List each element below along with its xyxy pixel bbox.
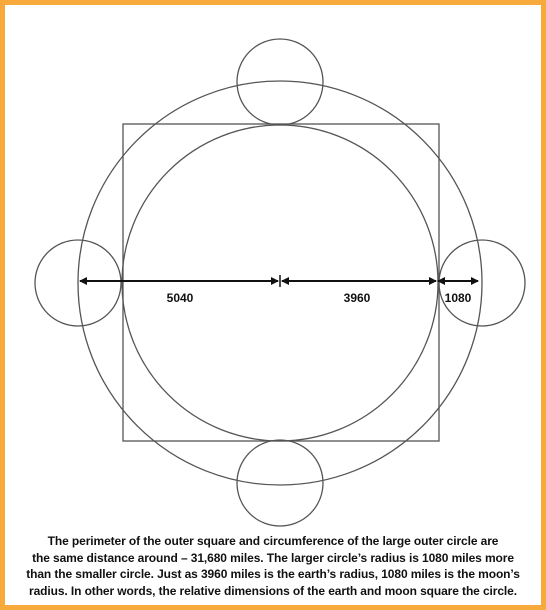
- caption-line: than the smaller circle. Just as 3960 miles is the earth’s radius, 1080 miles is the moon’s: [26, 567, 520, 581]
- moon-circle-top: [237, 39, 323, 125]
- label-5040: 5040: [166, 291, 194, 305]
- label-1080: 1080: [444, 291, 472, 305]
- squaring-the-circle-diagram: [5, 5, 546, 610]
- caption-line: radius. In other words, the relative dimensions of the earth and moon square the circle.: [29, 583, 517, 598]
- caption: [13, 533, 533, 599]
- label-3960: 3960: [343, 291, 371, 305]
- caption-line: The perimeter of the outer square and circumference of the large outer circle are: [47, 534, 499, 548]
- caption-line: the same distance around – 31,680 miles. The larger circle’s radius is 1080 miles more: [32, 550, 514, 565]
